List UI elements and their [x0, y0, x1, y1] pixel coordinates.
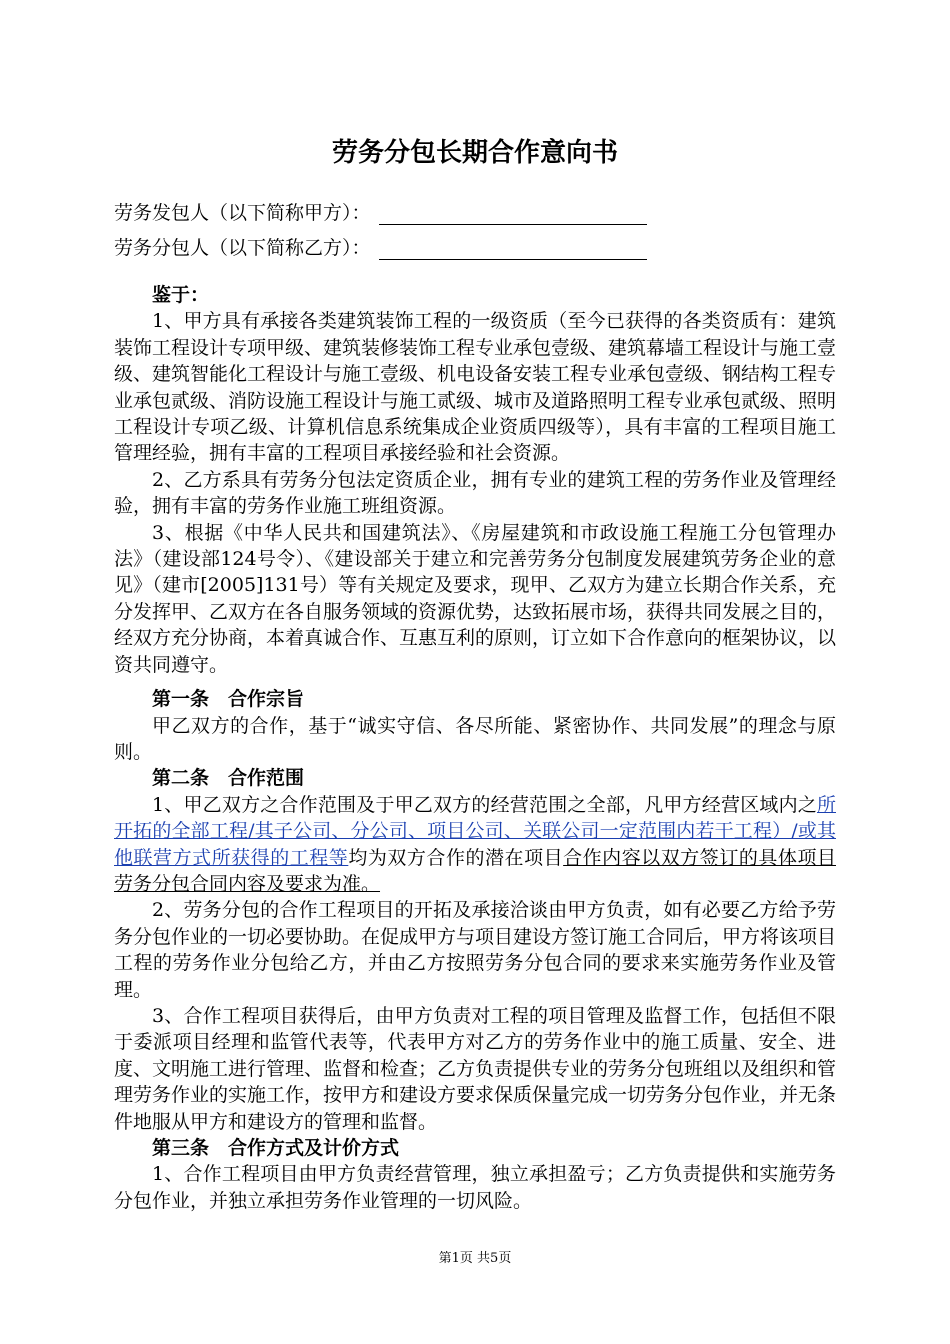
- page-footer: 第1页 共5页: [438, 1251, 512, 1266]
- article-1-heading: 第一条 合作宗旨: [152, 688, 305, 711]
- party-b-line: [114, 233, 647, 260]
- party-b-label: 劳务分包人（以下简称乙方）：: [114, 237, 371, 259]
- paragraph: 3、根据《中华人民共和国建筑法》、《房屋建筑和市政设施工程施工分包管理办法》（建设部124号令）、《建设部关于建立和完善劳务分包制度发展建筑劳务企业的意见》（建市[2005]131号）等有关规定及要求，现甲、乙双方为建立长期合作关系，充分发挥甲、乙双方在各自服务领域的资源优势，达致拓展市场，获得共同发展之目的，经双方充分协商，本着真诚合作、互惠互利的原则，订立如下合作意向的框架协议，以资共同遵守。: [114, 521, 837, 676]
- document-title: 劳务分包长期合作意向书: [331, 138, 618, 168]
- paragraph: 1、甲方具有承接各类建筑装饰工程的一级资质（至今已获得的各类资质有：建筑装饰工程设计专项甲级、建筑装修装饰工程专业承包壹级、建筑幕墙工程设计与施工壹级、建筑智能化工程设计与施工壹级、机电设备安装工程专业承包壹级、钢结构工程专业承包贰级、消防设施工程设计与施工贰级、城市及道路照明工程专业承包贰级、照明工程设计专项乙级、计算机信息系统集成企业资质四级等），具有丰富的工程项目施工管理经验，拥有丰富的工程项目承接经验和社会资源。: [114, 310, 837, 465]
- party-a-label: 劳务发包人（以下简称甲方）：: [114, 202, 371, 224]
- text-run: 均为双方合作的潜在项目: [348, 846, 564, 869]
- paragraph: 3、合作工程项目获得后，由甲方负责对工程的项目管理及监督工作，包括但不限于委派项目经理和监管代表等，代表甲方对乙方的劳务作业中的施工质量、安全、进度、文明施工进行管理、监督和检查；乙方负责提供专业的劳务分包班组以及组织和管理劳务作业的实施工作，按甲方和建设方要求保质保量完成一切劳务分包作业，并无条件地服从甲方和建设方的管理和监督。: [114, 1004, 837, 1133]
- article-3-heading: 第三条 合作方式及计价方式: [152, 1137, 400, 1159]
- whereas-heading: 鉴于：: [152, 284, 210, 306]
- paragraph: 1、合作工程项目由甲方负责经营管理，独立承担盈亏；乙方负责提供和实施劳务分包作业，并独立承担劳务作业管理的一切风险。: [114, 1163, 836, 1212]
- paragraph: [114, 792, 836, 898]
- party-b-blank: [379, 239, 647, 260]
- party-a-blank: [379, 204, 647, 225]
- hyperlink[interactable]: 所开拓的全部工程/其子公司、分公司、项目公司、关联公司一定范围内若干工程）/或其他联营方式所获得的工程等: [114, 793, 836, 869]
- underlined-text: 合作内容以双方签订的具体项目劳务分包合同内容及要求为准。: [114, 846, 836, 895]
- text-run: 1、甲乙双方之合作范围及于甲乙双方的经营范围之全部，凡甲方经营区域内之: [152, 793, 817, 816]
- document-body: [114, 282, 836, 1214]
- paragraph: 2、乙方系具有劳务分包法定资质企业，拥有专业的建筑工程的劳务作业及管理经验，拥有丰富的劳务作业施工班组资源。: [114, 468, 836, 518]
- party-a-line: [114, 198, 647, 225]
- article-2-heading: 第二条 合作范围: [152, 767, 305, 790]
- paragraph: 2、劳务分包的合作工程项目的开拓及承接洽谈由甲方负责，如有必要乙方给予劳务分包作业的一切必要协助。在促成甲方与项目建设方签订施工合同后，甲方将该项目工程的劳务作业分包给乙方，并由乙方按照劳务分包合同的要求来实施劳务作业及管理。: [114, 899, 837, 1001]
- paragraph: 甲乙双方的合作，基于“诚实守信、各尽所能、紧密协作、共同发展”的理念与原则。: [114, 714, 836, 763]
